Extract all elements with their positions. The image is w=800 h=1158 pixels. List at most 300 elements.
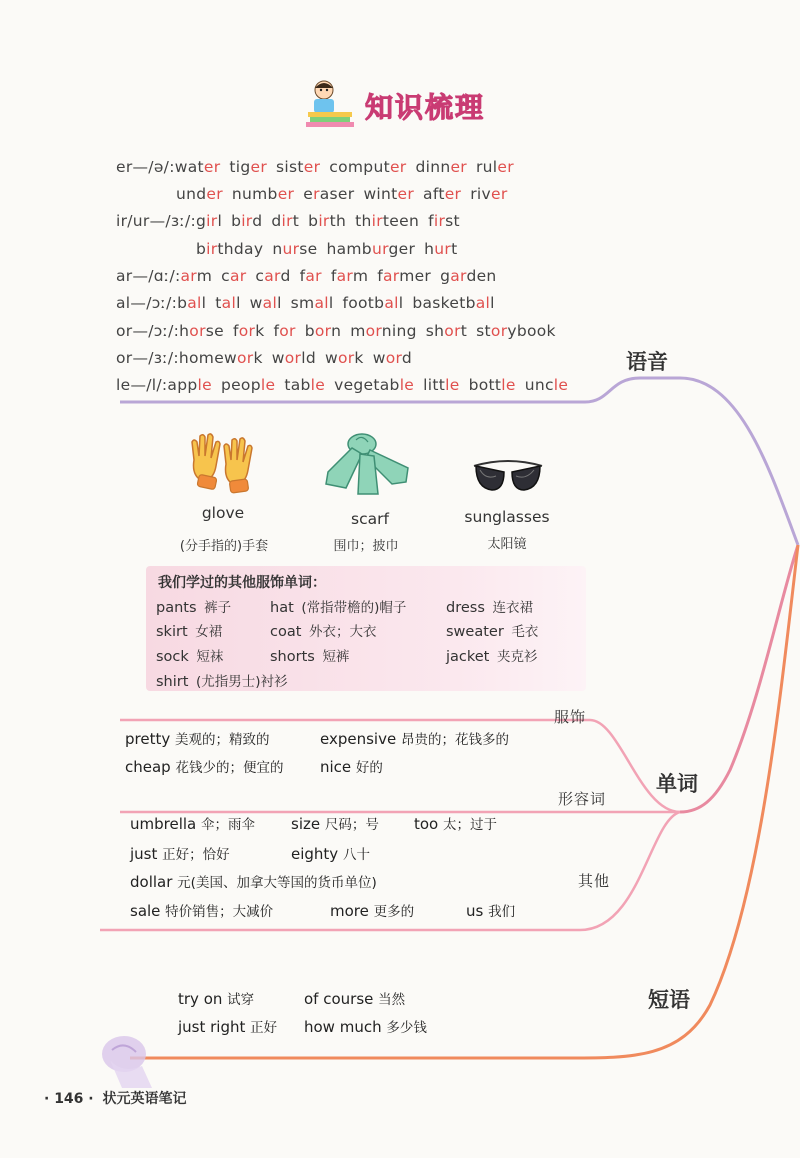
phonics-part: w	[271, 349, 285, 367]
phonics-part: b	[231, 212, 242, 230]
word-cn: 短裤	[322, 649, 350, 665]
phonics-word	[476, 158, 514, 176]
phonics-word	[284, 376, 325, 394]
clothing-name-sunglasses: sunglasses	[464, 508, 550, 526]
phonics-word	[308, 212, 346, 230]
phonics-part: l	[398, 294, 404, 312]
word-en: just right	[178, 1018, 251, 1036]
phonics-part: teen	[382, 212, 420, 230]
word-cn: 美观的；精致的	[175, 732, 270, 748]
word-cn: 太；过于	[443, 817, 498, 833]
phonics-highlight: le	[310, 376, 326, 394]
phrase-item	[304, 988, 405, 1008]
phonics-part: st	[476, 322, 491, 340]
word-cn: 正好；恰好	[162, 847, 230, 863]
phonics-highlight: al	[475, 294, 491, 312]
phonics-highlight: ur	[371, 240, 389, 258]
phonics-highlight: or	[238, 322, 256, 340]
word-cn: 我们	[488, 904, 516, 920]
word-en: eighty	[291, 845, 343, 863]
clothing-item	[156, 670, 288, 690]
phonics-word	[300, 267, 322, 285]
phonics-highlight: le	[445, 376, 460, 394]
phonics-word	[423, 185, 461, 203]
phonics-part: l	[490, 294, 495, 312]
other-clothing-title: 我们学过的其他服饰单词：	[158, 575, 326, 591]
word-cn: 试穿	[227, 992, 255, 1008]
clothing-item	[446, 596, 533, 616]
phonics-part: aser	[319, 185, 355, 203]
phonics-word	[377, 267, 431, 285]
phonics-highlight: ar	[180, 267, 197, 285]
phonics-word	[291, 294, 334, 312]
phonics-part: k	[253, 349, 263, 367]
phonics-word	[476, 322, 556, 340]
word-en: hat	[270, 600, 299, 616]
phonics-highlight: al	[314, 294, 329, 312]
child-reading-icon	[300, 78, 360, 128]
clothing-item	[156, 596, 231, 616]
clothing-cn-scarf: 围巾；披巾	[333, 539, 399, 554]
phonics-highlight: ir	[206, 212, 218, 230]
phonics-part: b	[177, 294, 188, 312]
subbranch-label-others: 其他	[578, 872, 611, 890]
phonics-part: wat	[174, 158, 204, 176]
phonics-row	[116, 212, 469, 230]
phonics-highlight: le	[399, 376, 415, 394]
phonics-word	[250, 294, 282, 312]
word-en: sock	[156, 649, 194, 665]
phonics-row	[176, 185, 517, 203]
word-cn: 短袜	[196, 649, 224, 665]
phonics-row	[116, 267, 506, 285]
phonics-part: wint	[363, 185, 398, 203]
phonics-word	[440, 267, 496, 285]
phonics-word	[355, 212, 419, 230]
clothing-item	[270, 645, 349, 665]
word-cn: 伞；雨伞	[201, 817, 256, 833]
clothing-name-glove: glove	[201, 504, 245, 522]
clothing-cn-glove: (分手指的)手套	[179, 539, 269, 554]
phonics-word	[179, 349, 263, 367]
scarf-icon	[322, 428, 412, 500]
phonics-part: app	[167, 376, 198, 394]
phonics-highlight: er	[203, 158, 221, 176]
phonics-highlight: or	[444, 322, 461, 340]
phonics-highlight: r	[313, 185, 320, 203]
phonics-part: l	[328, 294, 334, 312]
phonics-word	[373, 349, 412, 367]
phonics-word	[177, 294, 206, 312]
word-cn: 八十	[342, 847, 370, 863]
phonics-word	[470, 185, 507, 203]
phonics-word	[233, 322, 265, 340]
phonics-word	[350, 322, 417, 340]
phonics-part: f	[232, 322, 239, 340]
phonics-label: le—/l/:	[116, 376, 168, 394]
phonics-word	[196, 212, 222, 230]
phonics-word	[329, 158, 406, 176]
clothing-name-scarf: scarf	[351, 510, 389, 528]
phonics-part: m	[350, 322, 366, 340]
phonics-part: k	[354, 349, 364, 367]
page-number: · 146 ·	[44, 1091, 94, 1107]
phonics-highlight: al	[262, 294, 278, 312]
phonics-part: tig	[229, 158, 251, 176]
other-word-item	[330, 900, 414, 920]
phonics-part: sm	[290, 294, 315, 312]
phonics-part: und	[176, 185, 207, 203]
phonics-highlight: er	[277, 185, 295, 203]
phonics-part: dinn	[415, 158, 451, 176]
phonics-row	[116, 349, 421, 367]
phonics-word	[363, 185, 414, 203]
glove-icon	[186, 430, 260, 498]
phonics-label: er—/ə/:	[116, 158, 175, 176]
phonics-highlight: ar	[382, 267, 400, 285]
phonics-part: numb	[231, 185, 278, 203]
word-en: cheap	[125, 758, 176, 776]
word-cn: 女裙	[195, 624, 223, 640]
phonics-part: basketb	[412, 294, 476, 312]
phonics-highlight: al	[221, 294, 237, 312]
phonics-word	[274, 322, 296, 340]
word-en: of course	[304, 990, 379, 1008]
phonics-part: t	[451, 240, 458, 258]
phonics-highlight: or	[385, 349, 402, 367]
phonics-part: d	[271, 212, 282, 230]
phrase-item	[304, 1016, 427, 1036]
phonics-highlight: ir	[281, 212, 293, 230]
word-cn: 尺码；号	[324, 817, 379, 833]
phrase-item	[178, 1016, 277, 1036]
word-en: pretty	[125, 730, 175, 748]
word-en: shorts	[270, 649, 320, 665]
branch-label-phrases: 短语	[648, 988, 690, 1012]
phonics-highlight: or	[337, 349, 355, 367]
phonics-part: n	[272, 240, 283, 258]
word-en: sweater	[446, 624, 509, 640]
phonics-part: d	[401, 349, 413, 367]
phonics-label: ar—/ɑː/:	[116, 267, 181, 285]
word-en: coat	[270, 624, 307, 640]
clothing-item	[446, 645, 537, 665]
word-en: try on	[178, 990, 228, 1008]
phonics-highlight: er	[450, 158, 467, 176]
phonics-part: w	[372, 349, 386, 367]
phonics-part: e	[303, 185, 314, 203]
clothing-item	[270, 620, 377, 640]
phonics-part: t	[215, 294, 222, 312]
phonics-highlight: al	[187, 294, 202, 312]
phonics-row	[116, 294, 504, 312]
phonics-part: f	[299, 267, 306, 285]
word-en: skirt	[156, 624, 193, 640]
phonics-part: aft	[423, 185, 445, 203]
phonics-highlight: ar	[229, 267, 247, 285]
phonics-part: th	[355, 212, 372, 230]
word-cn: 更多的	[373, 904, 415, 920]
phonics-word	[326, 240, 415, 258]
phonics-word	[215, 294, 240, 312]
phonics-highlight: ir	[206, 240, 218, 258]
phonics-highlight: ir	[241, 212, 253, 230]
phonics-word	[305, 322, 341, 340]
phonics-part: tab	[284, 376, 311, 394]
word-cn: 花钱少的；便宜的	[175, 760, 284, 776]
phonics-word	[272, 240, 317, 258]
word-en: size	[291, 815, 325, 833]
other-word-item	[130, 813, 255, 833]
other-word-item	[130, 843, 230, 863]
phonics-word	[176, 185, 223, 203]
subbranch-label-adjectives: 形容词	[558, 790, 607, 808]
phonics-highlight: er	[444, 185, 462, 203]
other-word-item	[414, 813, 497, 833]
phonics-highlight: ur	[282, 240, 300, 258]
phonics-highlight: ur	[434, 240, 452, 258]
word-en: dress	[446, 600, 490, 616]
clothing-item	[270, 596, 406, 616]
word-cn: 正好	[250, 1020, 278, 1036]
phonics-label: or—/ɜː/:	[116, 349, 179, 367]
word-en: shirt	[156, 674, 194, 690]
phonics-highlight: er	[397, 185, 415, 203]
other-word-item	[130, 900, 273, 920]
phonics-highlight: le	[501, 376, 516, 394]
phonics-word	[525, 376, 569, 394]
phonics-part: l	[236, 294, 241, 312]
adjective-item	[125, 728, 270, 748]
phonics-part: vegetab	[334, 376, 400, 394]
word-cn: 好的	[355, 760, 383, 776]
phonics-part: n	[331, 322, 342, 340]
phonics-part: w	[249, 294, 263, 312]
phonics-word	[424, 240, 457, 258]
word-en: pants	[156, 600, 202, 616]
subbranch-label-clothing: 服饰	[554, 708, 587, 726]
phonics-row	[116, 158, 523, 176]
phonics-part: rul	[475, 158, 498, 176]
phonics-part: hamb	[326, 240, 372, 258]
other-word-item	[291, 813, 379, 833]
phonics-part: ybook	[507, 322, 556, 340]
scarf-decoration-icon	[92, 1030, 162, 1090]
phonics-part: footb	[342, 294, 385, 312]
branch-label-words: 单词	[656, 772, 698, 796]
phonics-word	[331, 267, 368, 285]
phonics-highlight: or	[490, 322, 508, 340]
word-en: too	[414, 815, 444, 833]
phonics-part: k	[255, 322, 265, 340]
phonics-highlight: al	[384, 294, 399, 312]
phonics-part: d	[252, 212, 263, 230]
other-word-item	[130, 871, 377, 891]
phonics-part: se	[299, 240, 318, 258]
phonics-word	[232, 185, 294, 203]
phonics-part: l	[277, 294, 282, 312]
phonics-part: t	[292, 212, 300, 230]
word-cn: 外衣；大衣	[309, 624, 377, 640]
phonics-word	[231, 212, 262, 230]
phonics-part: bott	[468, 376, 502, 394]
phonics-part: m	[196, 267, 213, 285]
word-cn: 元(美国、加拿大等国的货币单位)	[177, 875, 377, 891]
phonics-part: g	[196, 212, 207, 230]
phonics-highlight: le	[553, 376, 569, 394]
phonics-part: peop	[220, 376, 261, 394]
other-word-item	[291, 843, 370, 863]
clothing-item	[156, 645, 223, 665]
phonics-word	[181, 267, 213, 285]
phonics-part: h	[179, 322, 190, 340]
phonics-part: unc	[524, 376, 554, 394]
word-cn: 毛衣	[511, 624, 539, 640]
word-en: expensive	[320, 730, 401, 748]
word-cn: (尤指男士)衬衫	[196, 674, 288, 690]
phonics-part: f	[428, 212, 434, 230]
phonics-part: mer	[399, 267, 432, 285]
phonics-highlight: ar	[264, 267, 281, 285]
phonics-part: f	[273, 322, 280, 340]
phonics-highlight: le	[197, 376, 212, 394]
phonics-part: litt	[423, 376, 446, 394]
word-cn: (常指带檐的)帽子	[301, 600, 407, 616]
phonics-part: homew	[178, 349, 238, 367]
book-title: 状元英语笔记	[102, 1091, 187, 1107]
phonics-part: thday	[217, 240, 264, 258]
phonics-highlight: ar	[336, 267, 353, 285]
phonics-highlight: ir	[371, 212, 383, 230]
word-en: us	[466, 902, 489, 920]
phonics-highlight: er	[389, 158, 407, 176]
word-cn: 连衣裙	[492, 600, 533, 616]
phonics-part: m	[352, 267, 369, 285]
phonics-highlight: er	[303, 158, 321, 176]
phonics-word	[334, 376, 414, 394]
phonics-part: g	[440, 267, 451, 285]
page-footer	[44, 1088, 186, 1108]
phonics-part: f	[377, 267, 383, 285]
phonics-word	[415, 158, 467, 176]
phonics-label: ir/ur—/ɜː/:	[116, 212, 197, 230]
phonics-part: f	[330, 267, 337, 285]
phonics-highlight: or	[365, 322, 382, 340]
phonics-word	[272, 349, 316, 367]
phonics-row	[196, 240, 466, 258]
adjective-item	[320, 728, 509, 748]
phonics-highlight: ir	[318, 212, 330, 230]
clothing-cn-sunglasses: 太阳镜	[487, 537, 527, 552]
phonics-word	[255, 267, 290, 285]
phonics-part: b	[308, 212, 319, 230]
phonics-word	[175, 158, 221, 176]
phonics-word	[196, 240, 263, 258]
phonics-highlight: or	[189, 322, 206, 340]
sunglasses-icon	[470, 458, 546, 498]
phonics-word	[276, 158, 320, 176]
phonics-highlight: or	[284, 349, 302, 367]
word-en: nice	[320, 758, 356, 776]
phonics-highlight: er	[491, 185, 508, 203]
phonics-word	[303, 185, 354, 203]
phonics-word	[229, 158, 267, 176]
word-cn: 特价销售；大减价	[165, 904, 274, 920]
phonics-part: c	[221, 267, 230, 285]
word-en: umbrella	[130, 815, 202, 833]
phonics-highlight: er	[497, 158, 514, 176]
phonics-part: den	[466, 267, 497, 285]
word-cn: 夹克衫	[496, 649, 538, 665]
word-cn: 昂贵的；花钱多的	[400, 732, 509, 748]
branch-label-pronunciation: 语音	[626, 350, 668, 374]
phonics-word	[325, 349, 364, 367]
phonics-part: d	[280, 267, 291, 285]
phonics-label: al—/ɔː/:	[116, 294, 178, 312]
phonics-part: ning	[381, 322, 417, 340]
word-cn: 当然	[378, 992, 406, 1008]
phonics-highlight: ar	[305, 267, 322, 285]
phonics-part: th	[329, 212, 347, 230]
phonics-word	[342, 294, 403, 312]
word-cn: 多少钱	[386, 1020, 427, 1036]
clothing-item	[446, 620, 538, 640]
phonics-word	[221, 267, 246, 285]
phonics-highlight: or	[237, 349, 254, 367]
phonics-part: h	[424, 240, 435, 258]
phonics-word	[271, 212, 299, 230]
other-word-item	[466, 900, 515, 920]
phonics-part: l	[201, 294, 207, 312]
phonics-part: sist	[276, 158, 304, 176]
phonics-part: t	[460, 322, 468, 340]
phonics-part: w	[324, 349, 338, 367]
phonics-word	[179, 322, 224, 340]
phonics-word	[469, 376, 516, 394]
phonics-word	[221, 376, 275, 394]
word-en: sale	[130, 902, 166, 920]
word-en: just	[130, 845, 163, 863]
phonics-highlight: le	[260, 376, 276, 394]
phonics-highlight: or	[279, 322, 296, 340]
clothing-item	[156, 620, 222, 640]
phonics-part: b	[196, 240, 207, 258]
word-en: jacket	[446, 649, 494, 665]
phonics-part: st	[445, 212, 460, 230]
phonics-word	[428, 212, 460, 230]
phonics-part: b	[304, 322, 315, 340]
phonics-part: l	[217, 212, 223, 230]
phonics-highlight: er	[250, 158, 268, 176]
word-en: how much	[304, 1018, 387, 1036]
phonics-row	[116, 322, 565, 340]
word-cn: 裤子	[204, 600, 232, 616]
phonics-label: or—/ɔː/:	[116, 322, 180, 340]
phonics-part: ger	[388, 240, 416, 258]
word-en: dollar	[130, 873, 178, 891]
page-title: 知识梳理	[365, 91, 486, 124]
phonics-highlight: or	[314, 322, 332, 340]
word-en: more	[330, 902, 374, 920]
phonics-word	[167, 376, 212, 394]
phonics-word	[426, 322, 467, 340]
phonics-part: riv	[470, 185, 491, 203]
phonics-part: c	[255, 267, 265, 285]
phonics-part: sh	[425, 322, 445, 340]
phonics-highlight: ar	[450, 267, 467, 285]
phonics-word	[423, 376, 459, 394]
phonics-part: ld	[301, 349, 316, 367]
